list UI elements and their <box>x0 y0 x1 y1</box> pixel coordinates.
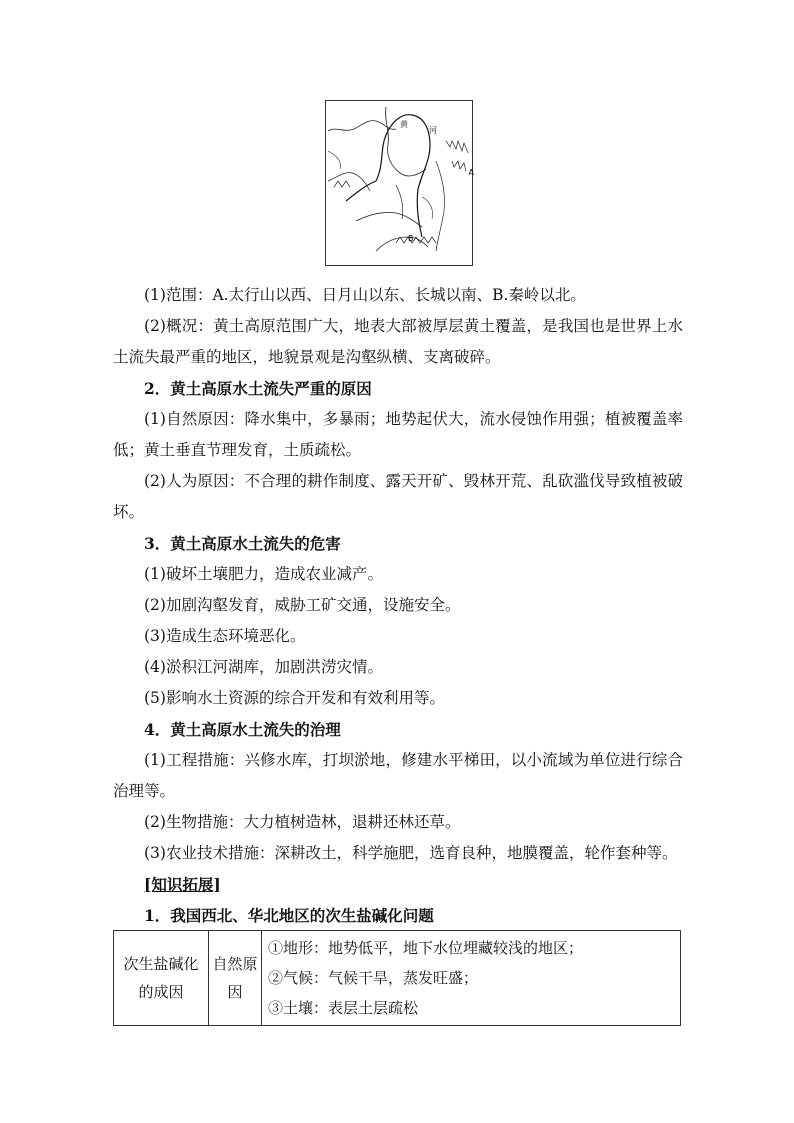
map-label-a: A <box>468 168 474 177</box>
table-cell-factors <box>262 931 681 1026</box>
map-label-b: B <box>408 234 414 243</box>
map-line <box>386 107 426 176</box>
map-line <box>328 151 340 169</box>
section-heading-governance: 4．黄土高原水土流失的治理 <box>144 720 341 739</box>
factor-terrain: ①地形：地势低平，地下水位埋藏较浅的地区； <box>268 939 584 957</box>
map-line <box>328 121 396 131</box>
harm-item-5: (5)影响水土资源的综合开发和有效利用等。 <box>144 689 445 707</box>
river <box>376 237 428 251</box>
factor-climate: ②气候：气候干旱，蒸发旺盛； <box>268 969 479 987</box>
mountain-hatch <box>334 181 350 187</box>
river <box>436 161 445 251</box>
qinling-mountains <box>396 237 436 243</box>
map-drawing <box>326 101 472 265</box>
river <box>356 212 422 227</box>
table-row <box>114 931 681 1026</box>
loess-plateau-map <box>325 100 473 266</box>
section-heading-harms: 3．黄土高原水土流失的危害 <box>144 534 341 553</box>
natural-causes-paragraph: (1)自然原因：降水集中，多暴雨；地势起伏大，流水侵蚀作用强；植被覆盖率低；黄土垂直节理发育，土质疏松。 <box>113 410 683 459</box>
overview-paragraph: (2)概况：黄土高原范围广大，地表大部被厚层黄土覆盖，是我国也是世界上水土流失最严重的地区，地貌景观是沟壑纵横、支离破碎。 <box>113 317 683 366</box>
knowledge-extension-label: [知识拓展] <box>144 875 221 894</box>
human-causes-paragraph: (2)人为原因：不合理的耕作制度、露天开矿、毁林开荒、乱砍滥伐导致植被破坏。 <box>113 472 683 521</box>
mountain-hatch <box>452 161 466 171</box>
harm-item-4: (4)淤积江河湖库，加剧洪涝灾情。 <box>144 658 383 676</box>
map-label-he: 河 <box>429 126 437 135</box>
harm-item-2: (2)加剧沟壑发育，威胁工矿交通，设施安全。 <box>144 596 461 614</box>
salinization-table <box>113 930 681 1026</box>
section-heading-causes: 2．黄土高原水土流失严重的原因 <box>144 379 372 398</box>
map-label-huang: 黄 <box>400 120 408 129</box>
harm-item-3: (3)造成生态环境恶化。 <box>144 627 306 645</box>
harm-item-1: (1)破坏土壤肥力，造成农业减产。 <box>144 565 383 583</box>
section-heading-salinization: 1．我国西北、华北地区的次生盐碱化问题 <box>144 906 434 925</box>
biological-measures: (2)生物措施：大力植树造林，退耕还林还草。 <box>144 813 461 831</box>
document-body <box>113 280 683 931</box>
range-paragraph: (1)范围：A.太行山以西、日月山以东、长城以南、B.秦岭以北。 <box>144 286 586 304</box>
table-cell-natural: 自然原因 <box>209 931 262 1026</box>
agricultural-measures: (3)农业技术措施：深耕改土，科学施肥，选育良种，地膜覆盖，轮作套种等。 <box>144 844 678 862</box>
taihang-mountains <box>446 141 468 153</box>
table-cell-cause: 次生盐碱化的成因 <box>114 931 209 1026</box>
engineering-measures: (1)工程措施：兴修水库，打坝淤地，修建水平梯田，以小流域为单位进行综合治理等。 <box>113 751 683 800</box>
map-line <box>422 197 433 219</box>
factor-soil: ③土壤：表层土层疏松 <box>268 999 419 1017</box>
